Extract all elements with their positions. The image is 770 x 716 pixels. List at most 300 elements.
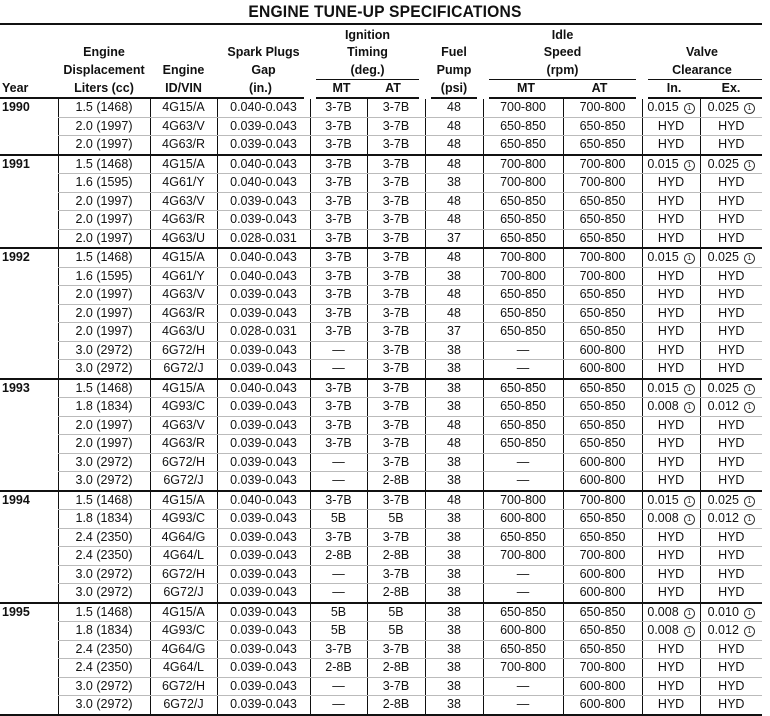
ignition-at-cell-value: 5B: [388, 511, 404, 526]
valve-ex-cell-value: HYD: [718, 417, 745, 432]
spark-gap-cell: [217, 341, 310, 360]
valve-in-cell-value: HYD: [657, 660, 685, 675]
spark-gap-cell-value: 0.039-0.043: [230, 454, 297, 469]
header-spark-line3: (in.): [217, 79, 310, 98]
engine-id-cell-value: 4G63/R: [161, 305, 206, 320]
header-valve-in: In.: [642, 79, 700, 98]
valve-ex-cell: [700, 248, 762, 267]
idle-mt-cell: [483, 136, 563, 155]
spark-gap-cell: [217, 323, 310, 342]
spark-gap-cell-value: 0.039-0.043: [230, 623, 297, 638]
ignition-at-cell: [367, 192, 425, 211]
spark-gap-cell-value: 0.039-0.043: [230, 604, 297, 619]
ignition-at-cell-value: 3-7B: [382, 137, 410, 152]
idle-mt-cell: [483, 323, 563, 342]
valve-in-cell: [642, 155, 700, 174]
footnote-1-icon: 1: [684, 384, 695, 395]
displacement-cell-value: 1.5 (1468): [75, 156, 133, 171]
fuel-pump-cell-value: 48: [447, 436, 461, 451]
valve-in-cell-value: 0.008: [647, 623, 679, 638]
idle-at-cell-value: 650-850: [579, 324, 626, 339]
fuel-pump-cell: [425, 360, 483, 379]
idle-mt-cell: [483, 267, 563, 286]
idle-at-cell: [563, 603, 642, 622]
ignition-at-cell: [367, 211, 425, 230]
ignition-at-cell: [367, 453, 425, 472]
fuel-pump-cell: [425, 192, 483, 211]
ignition-at-cell: [367, 640, 425, 659]
table-row: [0, 696, 762, 715]
fuel-pump-cell-value: 48: [447, 417, 461, 432]
ignition-at-cell: [367, 136, 425, 155]
ignition-mt-cell-value: 3-7B: [325, 417, 352, 432]
spark-gap-cell: [217, 98, 310, 117]
spark-gap-cell-value: 0.039-0.043: [230, 473, 297, 488]
ignition-at-cell-value: 3-7B: [382, 529, 410, 544]
ignition-at-cell: [367, 565, 425, 584]
displacement-cell-value: 2.0 (1997): [75, 137, 133, 152]
idle-at-cell: [563, 528, 642, 547]
ignition-mt-cell: [310, 98, 367, 117]
displacement-cell: [58, 360, 150, 379]
ignition-at-cell-value: 3-7B: [382, 399, 410, 414]
valve-ex-cell-value: HYD: [718, 585, 745, 600]
footnote-1-icon: 1: [744, 514, 755, 525]
ignition-mt-cell: [310, 192, 367, 211]
valve-ex-cell-value: HYD: [718, 212, 745, 227]
engine-id-cell-value: 4G15/A: [162, 604, 205, 619]
idle-at-cell-value: 650-850: [579, 305, 626, 320]
engine-id-cell: [150, 453, 217, 472]
valve-in-cell-value: HYD: [657, 417, 685, 432]
valve-ex-cell-value: 0.025: [707, 380, 739, 395]
displacement-cell: [58, 696, 150, 715]
engine-id-cell-value: 4G63/R: [161, 436, 206, 451]
idle-at-cell-value: 700-800: [579, 660, 626, 675]
ignition-mt-cell-value: —: [332, 566, 345, 581]
ignition-mt-cell-value: 3-7B: [325, 492, 352, 507]
displacement-cell: [58, 528, 150, 547]
idle-mt-cell: [483, 286, 563, 305]
ignition-mt-cell-value: 3-7B: [325, 137, 352, 152]
idle-at-cell: [563, 640, 642, 659]
spark-gap-cell: [217, 510, 310, 529]
idle-mt-cell: [483, 453, 563, 472]
ignition-at-cell-value: 2-8B: [382, 660, 410, 675]
spark-gap-cell-value: 0.039-0.043: [230, 548, 297, 563]
idle-at-cell: [563, 622, 642, 641]
fuel-pump-cell-value: 48: [447, 100, 461, 115]
fuel-pump-cell-value: 38: [447, 529, 461, 544]
fuel-pump-cell: [425, 584, 483, 603]
ignition-at-cell-value: 2-8B: [382, 697, 410, 712]
idle-at-cell: [563, 360, 642, 379]
header-displacement-line3: Liters (cc): [58, 79, 150, 98]
ignition-at-cell: [367, 398, 425, 417]
ignition-at-cell-value: 2-8B: [382, 585, 410, 600]
engine-id-cell: [150, 117, 217, 136]
fuel-pump-cell: [425, 528, 483, 547]
idle-mt-cell: [483, 379, 563, 398]
header-engine-line1: Engine: [162, 63, 205, 77]
ignition-at-cell-value: 3-7B: [382, 156, 410, 171]
engine-id-cell-value: 6G72/J: [163, 473, 204, 488]
engine-id-cell-value: 4G63/V: [162, 193, 205, 208]
ignition-at-cell: [367, 98, 425, 117]
fuel-pump-cell-value: 48: [447, 137, 461, 152]
valve-in-cell-value: HYD: [657, 454, 685, 469]
valve-in-cell: [642, 379, 700, 398]
idle-mt-cell: [483, 547, 563, 566]
fuel-pump-cell-value: 38: [447, 380, 461, 395]
ignition-at-cell: [367, 379, 425, 398]
engine-id-cell: [150, 603, 217, 622]
valve-in-cell: [642, 304, 700, 323]
displacement-cell: [58, 192, 150, 211]
valve-ex-cell-value: 0.025: [707, 156, 739, 171]
engine-id-cell-value: 4G93/C: [161, 511, 206, 526]
valve-in-cell: [642, 640, 700, 659]
engine-id-cell: [150, 565, 217, 584]
spark-gap-cell: [217, 677, 310, 696]
ignition-mt-cell: [310, 491, 367, 510]
fuel-pump-cell-value: 48: [447, 305, 461, 320]
ignition-at-cell-value: 3-7B: [382, 417, 410, 432]
fuel-pump-cell: [425, 136, 483, 155]
engine-id-cell: [150, 136, 217, 155]
idle-mt-cell-value: 650-850: [500, 417, 546, 432]
fuel-pump-cell: [425, 659, 483, 678]
displacement-cell: [58, 640, 150, 659]
valve-ex-cell: [700, 117, 762, 136]
displacement-cell: [58, 453, 150, 472]
fuel-pump-cell-value: 48: [447, 492, 461, 507]
fuel-pump-cell-value: 38: [447, 660, 461, 675]
displacement-cell-value: 3.0 (2972): [75, 473, 133, 488]
idle-at-cell-value: 600-800: [579, 361, 626, 376]
ignition-at-cell-value: 2-8B: [382, 548, 410, 563]
ignition-mt-cell-value: 3-7B: [325, 230, 352, 245]
engine-id-cell: [150, 696, 217, 715]
engine-id-cell: [150, 174, 217, 193]
valve-in-cell: [642, 323, 700, 342]
engine-id-cell-value: 4G93/C: [161, 399, 206, 414]
fuel-pump-cell-value: 38: [447, 641, 461, 656]
fuel-pump-cell: [425, 453, 483, 472]
ignition-at-cell: [367, 510, 425, 529]
ignition-at-cell: [367, 677, 425, 696]
engine-id-cell: [150, 640, 217, 659]
engine-id-cell: [150, 435, 217, 454]
idle-at-cell-value: 600-800: [579, 678, 626, 693]
engine-id-cell-value: 4G15/A: [162, 156, 205, 171]
displacement-cell: [58, 491, 150, 510]
table-row: [0, 98, 762, 117]
valve-ex-cell-value: HYD: [718, 324, 745, 339]
engine-id-cell: [150, 304, 217, 323]
valve-in-cell: [642, 547, 700, 566]
valve-in-cell-value: HYD: [657, 436, 685, 451]
valve-ex-cell: [700, 267, 762, 286]
idle-at-cell-value: 650-850: [579, 399, 626, 414]
table-row: [0, 659, 762, 678]
valve-in-cell-value: HYD: [657, 473, 685, 488]
spark-gap-cell-value: 0.039-0.043: [230, 137, 297, 152]
idle-mt-cell-value: —: [516, 585, 530, 600]
spark-gap-cell-value: 0.039-0.043: [230, 118, 297, 133]
fuel-pump-cell: [425, 677, 483, 696]
fuel-pump-cell: [425, 155, 483, 174]
header-idle-at: AT: [563, 79, 642, 98]
idle-at-cell-value: 650-850: [579, 118, 626, 133]
valve-in-cell: [642, 117, 700, 136]
spark-gap-cell-value: 0.039-0.043: [230, 436, 297, 451]
ignition-mt-cell-value: 3-7B: [325, 156, 352, 171]
table-row: [0, 304, 762, 323]
fuel-pump-cell-value: 48: [447, 156, 461, 171]
ignition-mt-cell-value: 3-7B: [325, 529, 352, 544]
valve-in-cell: [642, 267, 700, 286]
idle-at-cell-value: 700-800: [579, 548, 626, 563]
idle-at-cell-value: 700-800: [579, 100, 626, 115]
spark-gap-cell: [217, 528, 310, 547]
engine-id-cell-value: 4G64/G: [161, 529, 206, 544]
valve-ex-cell: [700, 155, 762, 174]
ignition-mt-cell-value: 3-7B: [325, 268, 352, 283]
idle-at-cell: [563, 379, 642, 398]
displacement-cell: [58, 416, 150, 435]
idle-mt-cell: [483, 528, 563, 547]
spark-gap-cell-value: 0.039-0.043: [230, 361, 297, 376]
valve-ex-cell-value: HYD: [718, 660, 745, 675]
spark-gap-cell: [217, 117, 310, 136]
table-row: [0, 584, 762, 603]
year-cell: 1994: [0, 491, 58, 603]
valve-ex-cell-value: 0.012: [707, 623, 739, 638]
valve-ex-cell-value: 0.012: [707, 399, 739, 414]
ignition-mt-cell-value: 3-7B: [325, 380, 352, 395]
ignition-at-cell: [367, 435, 425, 454]
idle-at-cell-value: 650-850: [579, 436, 626, 451]
valve-in-cell: [642, 677, 700, 696]
idle-mt-cell-value: 650-850: [500, 324, 546, 339]
fuel-pump-cell: [425, 565, 483, 584]
idle-at-cell: [563, 416, 642, 435]
table-row: [0, 491, 762, 510]
valve-ex-cell-value: HYD: [718, 287, 745, 302]
idle-mt-cell-value: 650-850: [500, 529, 546, 544]
valve-ex-cell-value: HYD: [718, 230, 745, 245]
engine-id-cell: [150, 286, 217, 305]
ignition-mt-cell-value: 3-7B: [325, 118, 352, 133]
idle-at-cell: [563, 677, 642, 696]
ignition-mt-cell: [310, 453, 367, 472]
ignition-at-cell: [367, 267, 425, 286]
valve-in-cell: [642, 174, 700, 193]
header-idle-line1: Idle: [551, 27, 574, 42]
ignition-mt-cell: [310, 696, 367, 715]
valve-in-cell-value: 0.008: [647, 604, 679, 619]
displacement-cell-value: 1.5 (1468): [75, 100, 133, 115]
displacement-cell-value: 2.0 (1997): [75, 324, 133, 339]
displacement-cell: [58, 286, 150, 305]
footnote-1-icon: 1: [684, 253, 695, 264]
idle-at-cell: [563, 248, 642, 267]
engine-id-cell: [150, 584, 217, 603]
ignition-at-cell-value: 3-7B: [382, 380, 410, 395]
idle-at-cell-value: 650-850: [579, 529, 626, 544]
idle-mt-cell-value: 700-800: [500, 100, 546, 115]
idle-at-cell-value: 650-850: [579, 623, 626, 638]
idle-at-cell-value: 600-800: [579, 473, 626, 488]
idle-at-cell-value: 700-800: [579, 175, 626, 190]
idle-at-cell: [563, 453, 642, 472]
displacement-cell-value: 3.0 (2972): [75, 361, 133, 376]
spark-gap-cell: [217, 267, 310, 286]
spark-gap-cell-value: 0.040-0.043: [230, 268, 297, 283]
ignition-mt-cell-value: —: [332, 473, 345, 488]
displacement-cell-value: 1.5 (1468): [75, 604, 133, 619]
idle-at-cell: [563, 341, 642, 360]
fuel-pump-cell: [425, 117, 483, 136]
ignition-mt-cell-value: 3-7B: [325, 175, 352, 190]
fuel-pump-cell-value: 38: [447, 454, 461, 469]
ignition-mt-cell: [310, 565, 367, 584]
ignition-at-cell-value: 3-7B: [382, 175, 410, 190]
idle-mt-cell-value: —: [516, 361, 530, 376]
idle-at-cell: [563, 491, 642, 510]
idle-at-cell-value: 600-800: [579, 697, 626, 712]
idle-mt-cell-value: 700-800: [500, 156, 546, 171]
ignition-mt-cell-value: 3-7B: [325, 250, 352, 265]
ignition-mt-cell: [310, 603, 367, 622]
spark-gap-cell: [217, 379, 310, 398]
fuel-pump-cell: [425, 211, 483, 230]
displacement-cell: [58, 547, 150, 566]
fuel-pump-cell: [425, 379, 483, 398]
displacement-cell: [58, 211, 150, 230]
ignition-mt-cell-value: 3-7B: [325, 287, 352, 302]
valve-in-cell-value: HYD: [657, 641, 685, 656]
spark-gap-cell-value: 0.039-0.043: [230, 641, 297, 656]
displacement-cell: [58, 565, 150, 584]
fuel-pump-cell: [425, 304, 483, 323]
spark-gap-cell: [217, 192, 310, 211]
engine-id-cell-value: 4G63/U: [161, 324, 206, 339]
idle-mt-cell-value: —: [516, 566, 530, 581]
valve-ex-cell: [700, 603, 762, 622]
idle-mt-cell: [483, 416, 563, 435]
ignition-mt-cell: [310, 286, 367, 305]
ignition-mt-cell: [310, 510, 367, 529]
valve-in-cell: [642, 510, 700, 529]
idle-at-cell: [563, 286, 642, 305]
ignition-mt-cell-value: 3-7B: [325, 641, 352, 656]
displacement-cell-value: 1.8 (1834): [75, 399, 133, 414]
engine-id-cell-value: 6G72/J: [163, 697, 204, 712]
ignition-at-cell: [367, 286, 425, 305]
displacement-cell: [58, 304, 150, 323]
footnote-1-icon: 1: [744, 608, 755, 619]
table-row: [0, 136, 762, 155]
ignition-mt-cell: [310, 174, 367, 193]
displacement-cell-value: 2.0 (1997): [75, 230, 133, 245]
ignition-mt-cell-value: —: [332, 585, 345, 600]
valve-ex-cell-value: HYD: [718, 548, 745, 563]
displacement-cell-value: 2.0 (1997): [75, 436, 133, 451]
displacement-cell-value: 3.0 (2972): [75, 585, 133, 600]
spark-gap-cell-value: 0.040-0.043: [230, 380, 297, 395]
idle-mt-cell: [483, 659, 563, 678]
idle-mt-cell: [483, 155, 563, 174]
valve-in-cell-value: HYD: [657, 268, 685, 283]
idle-mt-cell: [483, 174, 563, 193]
valve-ex-cell: [700, 360, 762, 379]
idle-mt-cell: [483, 510, 563, 529]
idle-at-cell-value: 600-800: [579, 566, 626, 581]
idle-at-cell: [563, 155, 642, 174]
ignition-mt-cell-value: 3-7B: [325, 324, 352, 339]
valve-ex-cell-value: HYD: [718, 175, 745, 190]
ignition-mt-cell: [310, 136, 367, 155]
ignition-mt-cell-value: 3-7B: [325, 305, 352, 320]
valve-in-cell: [642, 435, 700, 454]
valve-in-cell-value: HYD: [657, 305, 685, 320]
idle-at-cell: [563, 229, 642, 248]
spark-gap-cell: [217, 435, 310, 454]
valve-in-cell: [642, 360, 700, 379]
ignition-at-cell: [367, 584, 425, 603]
ignition-mt-cell: [310, 472, 367, 491]
valve-in-cell-value: HYD: [657, 697, 685, 712]
header-fuel-line1: Fuel: [441, 45, 467, 59]
valve-in-cell-value: HYD: [657, 585, 685, 600]
ignition-mt-cell-value: 5B: [330, 623, 347, 638]
table-row: [0, 341, 762, 360]
spark-gap-cell: [217, 547, 310, 566]
idle-mt-cell-value: 600-800: [500, 511, 546, 526]
valve-in-cell-value: HYD: [657, 566, 685, 581]
displacement-cell: [58, 117, 150, 136]
displacement-cell: [58, 435, 150, 454]
valve-in-cell-value: HYD: [657, 529, 685, 544]
valve-ex-cell: [700, 640, 762, 659]
ignition-at-cell-value: 3-7B: [382, 492, 410, 507]
header-year: Year: [0, 79, 58, 98]
idle-at-cell-value: 700-800: [579, 268, 626, 283]
header-displacement-line1: Engine: [83, 45, 125, 59]
valve-ex-cell-value: 0.012: [707, 511, 739, 526]
idle-mt-cell: [483, 435, 563, 454]
fuel-pump-cell-value: 38: [447, 604, 461, 619]
ignition-at-cell: [367, 547, 425, 566]
valve-in-cell: [642, 528, 700, 547]
valve-ex-cell-value: HYD: [718, 436, 745, 451]
displacement-cell-value: 1.8 (1834): [75, 511, 133, 526]
spark-gap-cell-value: 0.039-0.043: [230, 585, 297, 600]
fuel-pump-cell: [425, 267, 483, 286]
ignition-mt-cell-value: 3-7B: [325, 399, 352, 414]
valve-in-cell-value: 0.015: [647, 250, 679, 265]
idle-mt-cell-value: 650-850: [500, 641, 546, 656]
fuel-pump-cell-value: 48: [447, 212, 461, 227]
valve-ex-cell-value: HYD: [718, 529, 745, 544]
ignition-mt-cell: [310, 323, 367, 342]
idle-at-cell: [563, 98, 642, 117]
valve-ex-cell: [700, 453, 762, 472]
header-ignition-mt: MT: [310, 79, 367, 98]
ignition-at-cell: [367, 229, 425, 248]
